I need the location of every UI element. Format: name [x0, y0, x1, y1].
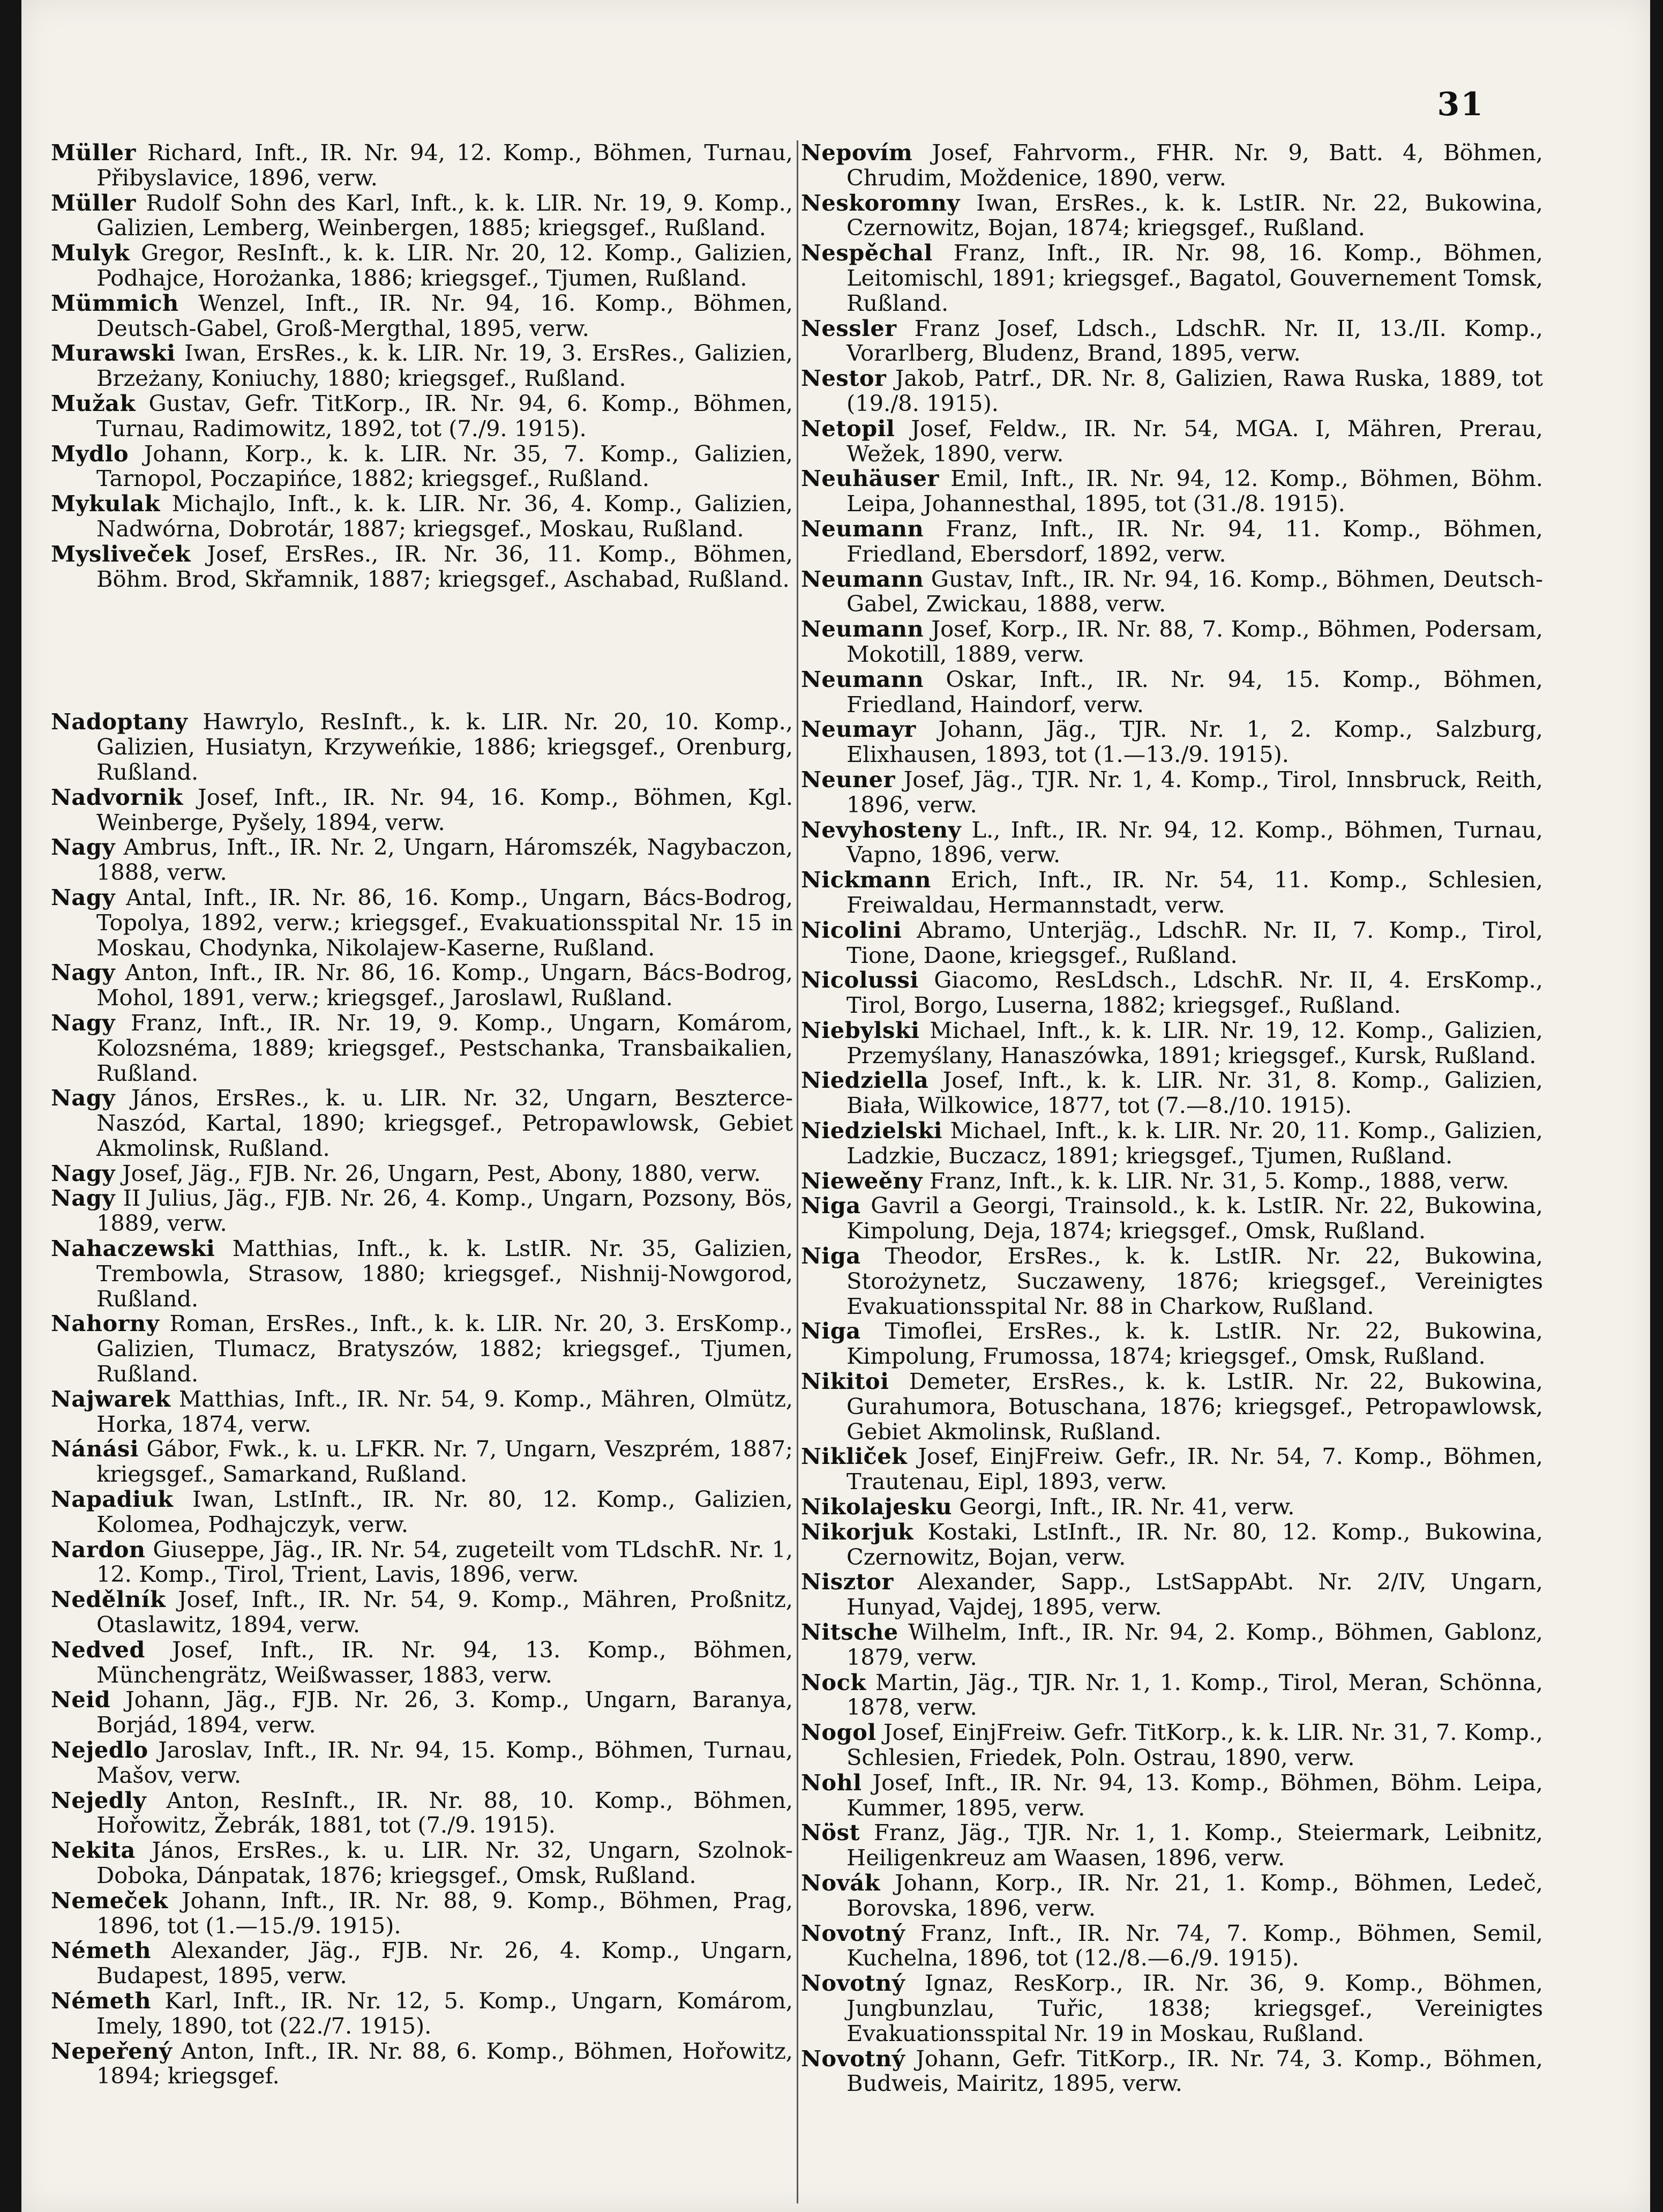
entry-details: Michael, Inft., k. k. LIR. Nr. 19, 12. Komp., Galizien, Przemyślany, Hanaszówka, 1891; kriegsgef., Kursk, Rußland. [847, 1017, 1543, 1068]
entry-details: Richard, Inft., IR. Nr. 94, 12. Komp., Böhmen, Turnau, Přibyslavice, 1896, verw. [96, 139, 793, 191]
entry-name: Novotný [801, 1970, 905, 1997]
list-entry [801, 1369, 1543, 1444]
entry-name: Nikolajesku [801, 1493, 952, 1520]
list-entry [51, 491, 793, 542]
entry-details: Georgi, Inft., IR. Nr. 41, verw. [952, 1493, 1295, 1520]
entry-details: Franz, Inft., IR. Nr. 19, 9. Komp., Ungarn, Komárom, Kolozsnéma, 1889; kriegsgef., Pestschanka, Transbaikalien, Rußland. [96, 1009, 793, 1086]
entry-name: Nagy [51, 1085, 115, 1111]
entry-name: Niga [801, 1318, 861, 1344]
list-entry [801, 466, 1543, 517]
list-entry [51, 191, 793, 241]
list-entry [801, 2046, 1543, 2097]
entry-details: Josef, ErsRes., IR. Nr. 36, 11. Komp., Böhmen, Böhm. Brod, Skřamnik, 1887; kriegsgef., Aschabad, Rußland. [96, 540, 793, 592]
list-entry [51, 1537, 793, 1588]
list-entry [801, 667, 1543, 718]
list-entry [51, 709, 793, 784]
entry-name: Mümmich [51, 289, 179, 316]
entry-details: L., Inft., IR. Nr. 94, 12. Komp., Böhmen, Turnau, Vapno, 1896, verw. [847, 816, 1543, 868]
list-entry [51, 1788, 793, 1839]
entry-name: Neuhäuser [801, 465, 939, 492]
list-entry [51, 1186, 793, 1236]
list-entry [801, 1871, 1543, 1921]
entry-details: János, ErsRes., k. u. LIR. Nr. 32, Ungarn, Szolnok-Doboka, Dánpatak, 1876; kriegsgef., Omsk, Rußland. [96, 1837, 793, 1888]
list-entry [801, 767, 1543, 818]
entry-name: Niga [801, 1192, 861, 1219]
list-entry [51, 442, 793, 492]
list-entry [801, 918, 1543, 968]
entry-name: Nagy [51, 959, 115, 986]
list-entry [801, 1921, 1543, 1971]
entry-name: Nogol [801, 1719, 877, 1746]
entry-name: Neid [51, 1686, 111, 1713]
list-entry [51, 291, 793, 341]
entry-name: Murawski [51, 340, 176, 367]
list-entry [51, 341, 793, 391]
list-entry [51, 1236, 793, 1311]
entry-details: Franz Josef, Ldsch., LdschR. Nr. II, 13./II. Komp., Vorarlberg, Bludenz, Brand, 1895, verw. [847, 315, 1543, 367]
entry-details: Josef, Fahrvorm., FHR. Nr. 9, Batt. 4, Böhmen, Chrudim, Moždenice, 1890, verw. [847, 139, 1543, 191]
entry-name: Németh [51, 1987, 151, 2014]
list-entry [801, 1068, 1543, 1118]
entry-details: Michajlo, Inft., k. k. LIR. Nr. 36, 4. Komp., Galizien, Nadwórna, Dobrotár, 1887; kriegsgef., Moskau, Rußland. [96, 490, 793, 542]
entry-details: Johann, Gefr. TitKorp., IR. Nr. 74, 3. Komp., Böhmen, Budweis, Mairitz, 1895, verw. [847, 2045, 1543, 2097]
entry-name: Neskoromny [801, 189, 960, 216]
list-entry [801, 1620, 1543, 1670]
entry-name: Niedzielski [801, 1117, 943, 1144]
entry-name: Nikitoi [801, 1368, 889, 1395]
entry-name: Nock [801, 1669, 866, 1695]
entry-name: Nepeřený [51, 2037, 173, 2064]
list-entry [801, 868, 1543, 918]
entry-details: Antal, Inft., IR. Nr. 86, 16. Komp., Ungarn, Bács-Bodrog, Topolya, 1892, verw.; kriegsgef., Evakuationsspital Nr. 15 in Moskau, Chodynka, Nikolajew-Kaserne, Rußland. [96, 884, 793, 961]
entry-details: Alexander, Sapp., LstSappAbt. Nr. 2/IV, Ungarn, Hunyad, Vajdej, 1895, verw. [847, 1568, 1543, 1620]
entry-details: Gábor, Fwk., k. u. LFKR. Nr. 7, Ungarn, Veszprém, 1887; kriegsgef., Samarkand, Rußland. [96, 1436, 793, 1488]
list-entry [51, 1687, 793, 1738]
entry-details: Josef, Jäg., FJB. Nr. 26, Ungarn, Pest, Abony, 1880, verw. [115, 1160, 761, 1186]
list-entry [51, 241, 793, 291]
entry-name: Nahaczewski [51, 1235, 215, 1262]
entry-details: Josef, Inft., IR. Nr. 94, 13. Komp., Böhmen, Münchengrätz, Weißwasser, 1883, verw. [96, 1636, 793, 1688]
entry-details: Josef, Inft., IR. Nr. 54, 9. Komp., Mähren, Proßnitz, Otaslawitz, 1894, verw. [96, 1586, 793, 1638]
entry-name: Nekita [51, 1837, 136, 1864]
list-entry [801, 1570, 1543, 1620]
page-number: 31 [1437, 86, 1484, 123]
entry-details: Jaroslav, Inft., IR. Nr. 94, 15. Komp., Böhmen, Turnau, Mašov, verw. [96, 1737, 793, 1788]
entry-name: Nagy [51, 834, 115, 861]
entry-details: Franz, Inft., IR. Nr. 74, 7. Komp., Böhmen, Semil, Kuchelna, 1896, tot (12./8.—6./9. 1915). [847, 1919, 1543, 1971]
list-entry [801, 1720, 1543, 1770]
entry-details: Oskar, Inft., IR. Nr. 94, 15. Komp., Böhmen, Friedland, Haindorf, verw. [847, 666, 1543, 718]
entry-details: Matthias, Inft., k. k. LstIR. Nr. 35, Galizien, Trembowla, Strasow, 1880; kriegsgef., Nishnij-Nowgorod, Rußland. [96, 1235, 793, 1312]
entry-name: Niebylski [801, 1017, 920, 1043]
entry-name: Müller [51, 139, 136, 166]
list-entry [51, 835, 793, 885]
list-entry [801, 1971, 1543, 2046]
list-entry [801, 1444, 1543, 1494]
list-entry [51, 391, 793, 442]
list-entry [801, 1770, 1543, 1821]
section-gap [51, 592, 793, 709]
entry-details: Gustav, Inft., IR. Nr. 94, 16. Komp., Böhmen, Deutsch-Gabel, Zwickau, 1888, verw. [847, 565, 1543, 617]
list-entry [801, 140, 1543, 191]
entry-details: Timoflei, ErsRes., k. k. LstIR. Nr. 22, Bukowina, Kimpolung, Frumossa, 1874; kriegsgef., Omsk, Rußland. [847, 1318, 1543, 1370]
column-divider [797, 140, 798, 2203]
entry-details: Johann, Korp., IR. Nr. 21, 1. Komp., Böhmen, Ledeč, Borovska, 1896, verw. [847, 1869, 1543, 1921]
entry-name: Nejedly [51, 1787, 147, 1813]
entry-details: Martin, Jäg., TJR. Nr. 1, 1. Komp., Tirol, Meran, Schönna, 1878, verw. [847, 1669, 1543, 1721]
entry-name: Nadoptany [51, 708, 188, 735]
list-entry [801, 517, 1543, 567]
entry-name: Mulyk [51, 240, 130, 266]
list-entry [51, 885, 793, 960]
entry-details: Emil, Inft., IR. Nr. 94, 12. Komp., Böhmen, Böhm. Leipa, Johannesthal, 1895, tot (31./8. 1915). [847, 465, 1543, 517]
list-entry [801, 818, 1543, 868]
list-entry [801, 1520, 1543, 1570]
list-entry [801, 1670, 1543, 1721]
entry-details: Gustav, Gefr. TitKorp., IR. Nr. 94, 6. Komp., Böhmen, Turnau, Radimowitz, 1892, tot (7./9. 1915). [96, 390, 793, 442]
right-column [801, 140, 1543, 2096]
entry-name: Netopil [801, 415, 895, 442]
list-entry [51, 542, 793, 592]
entry-details: Theodor, ErsRes., k. k. LstIR. Nr. 22, Bukowina, Storożynetz, Suczaweny, 1876; kriegsgef., Vereinigtes Evakuationsspital Nr. 88 in Charkow, Rußland. [847, 1243, 1543, 1319]
left-column [51, 140, 793, 2089]
entry-details: Josef, Inft., k. k. LIR. Nr. 31, 8. Komp., Galizien, Biała, Wilkowice, 1877, tot (7.—8./10. 1915). [847, 1067, 1543, 1119]
list-entry [51, 1989, 793, 2039]
document-page [21, 0, 1650, 2212]
entry-details: Josef, Feldw., IR. Nr. 54, MGA. I, Mähren, Prerau, Wežek, 1890, verw. [847, 415, 1543, 467]
entry-details: Wilhelm, Inft., IR. Nr. 94, 2. Komp., Böhmen, Gablonz, 1879, verw. [847, 1619, 1543, 1670]
entry-name: Nejedlo [51, 1737, 148, 1763]
entry-details: Kostaki, LstInft., IR. Nr. 80, 12. Komp., Bukowina, Czernowitz, Bojan, verw. [847, 1518, 1543, 1570]
list-entry [51, 1387, 793, 1437]
entry-name: Nestor [801, 365, 887, 392]
list-entry [51, 1638, 793, 1688]
entry-details: Anton, ResInft., IR. Nr. 88, 10. Komp., Böhmen, Hořowitz, Žebrák, 1881, tot (7./9. 1915). [96, 1787, 793, 1839]
entry-name: Niga [801, 1243, 861, 1269]
entry-name: Neumayr [801, 716, 916, 743]
list-entry [51, 1487, 793, 1537]
entry-name: Nagy [51, 1185, 115, 1212]
list-entry [801, 1494, 1543, 1520]
list-entry [51, 1437, 793, 1487]
list-entry [801, 1244, 1543, 1319]
entry-name: Nisztor [801, 1568, 894, 1595]
entry-name: Nessler [801, 315, 897, 341]
entry-details: Franz, Inft., IR. Nr. 98, 16. Komp., Böhmen, Leitomischl, 1891; kriegsgef., Bagatol, Gouvernement Tomsk, Rußland. [847, 240, 1543, 316]
entry-details: Franz, Inft., IR. Nr. 94, 11. Komp., Böhmen, Friedland, Ebersdorf, 1892, verw. [847, 515, 1543, 567]
entry-name: Novotný [801, 2045, 905, 2072]
entry-details: Johann, Jäg., FJB. Nr. 26, 3. Komp., Ungarn, Baranya, Borjád, 1894, verw. [96, 1686, 793, 1738]
entry-name: Mydlo [51, 440, 129, 467]
list-entry [51, 1838, 793, 1888]
entry-name: Nagy [51, 1160, 115, 1186]
list-entry [801, 968, 1543, 1018]
entry-name: Nicolini [801, 916, 902, 943]
entry-name: Najwarek [51, 1385, 171, 1412]
list-entry [51, 1888, 793, 1939]
list-entry [801, 1820, 1543, 1871]
entry-details: Gavril a Georgi, Trainsold., k. k. LstIR. Nr. 22, Bukowina, Kimpolung, Deja, 1874; kriegsgef., Omsk, Rußland. [847, 1192, 1543, 1244]
entry-details: Giacomo, ResLdsch., LdschR. Nr. II, 4. ErsKomp., Tirol, Borgo, Luserna, 1882; kriegsgef., Rußland. [847, 967, 1543, 1019]
list-entry [801, 567, 1543, 617]
entry-name: Nadvornik [51, 783, 183, 810]
entry-details: Rudolf Sohn des Karl, Inft., k. k. LIR. Nr. 19, 9. Komp., Galizien, Lemberg, Weinbergen, 1885; kriegsgef., Rußland. [96, 189, 793, 241]
entry-name: Nedved [51, 1636, 145, 1663]
entry-name: Niedziella [801, 1067, 929, 1094]
entry-details: Anton, Inft., IR. Nr. 86, 16. Komp., Ungarn, Bács-Bodrog, Mohol, 1891, verw.; kriegsgef., Jaroslawl, Rußland. [96, 959, 793, 1011]
list-entry [801, 1118, 1543, 1169]
list-entry [801, 617, 1543, 667]
entry-details: Josef, Inft., IR. Nr. 94, 16. Komp., Böhmen, Kgl. Weinberge, Pyšely, 1894, verw. [96, 783, 793, 835]
entry-details: Josef, Inft., IR. Nr. 94, 13. Komp., Böhmen, Böhm. Leipa, Kummer, 1895, verw. [847, 1769, 1543, 1821]
entry-name: Németh [51, 1937, 151, 1964]
entry-details: Erich, Inft., IR. Nr. 54, 11. Komp., Schlesien, Freiwaldau, Hermannstadt, verw. [847, 866, 1543, 918]
entry-details: Wenzel, Inft., IR. Nr. 94, 16. Komp., Böhmen, Deutsch-Gabel, Groß-Mergthal, 1895, verw. [96, 289, 793, 341]
entry-name: Nespěchal [801, 240, 933, 266]
list-entry [801, 1018, 1543, 1068]
list-entry [51, 1161, 793, 1186]
entry-name: Nickmann [801, 866, 931, 893]
entry-details: Josef, EinjFreiw. Gefr. TitKorp., k. k. LIR. Nr. 31, 7. Komp., Schlesien, Friedek, Poln. Ostrau, 1890, verw. [847, 1719, 1543, 1770]
entry-name: Nikliček [801, 1443, 908, 1470]
entry-name: Mužak [51, 390, 136, 416]
entry-name: Nikorjuk [801, 1518, 913, 1545]
entry-name: Nagy [51, 1009, 115, 1036]
list-entry [801, 366, 1543, 416]
list-entry [51, 140, 793, 191]
entry-details: Ambrus, Inft., IR. Nr. 2, Ungarn, Háromszék, Nagybaczon, 1888, verw. [96, 834, 793, 886]
entry-name: Nagy [51, 884, 115, 910]
entry-name: Nevyhosteny [801, 816, 962, 843]
entry-name: Nohl [801, 1769, 862, 1796]
entry-name: Novák [801, 1869, 880, 1896]
entry-details: Iwan, LstInft., IR. Nr. 80, 12. Komp., Galizien, Kolomea, Podhajczyk, verw. [96, 1486, 793, 1537]
entry-details: Giuseppe, Jäg., IR. Nr. 54, zugeteilt vom TLdschR. Nr. 1, 12. Komp., Tirol, Trient, Lavis, 1896, verw. [96, 1536, 793, 1588]
entry-details: Johann, Jäg., TJR. Nr. 1, 2. Komp., Salzburg, Elixhausen, 1893, tot (1.—13./9. 1915). [847, 716, 1543, 768]
entry-details: Josef, EinjFreiw. Gefr., IR. Nr. 54, 7. Komp., Böhmen, Trautenau, Eipl, 1893, verw. [847, 1443, 1543, 1495]
entry-details: Josef, Korp., IR. Nr. 88, 7. Komp., Böhmen, Podersam, Mokotill, 1889, verw. [847, 616, 1543, 667]
entry-details: Karl, Inft., IR. Nr. 12, 5. Komp., Ungarn, Komárom, Imely, 1890, tot (22./7. 1915). [96, 1987, 793, 2039]
list-entry [801, 1193, 1543, 1244]
entry-details: Iwan, ErsRes., k. k. LstIR. Nr. 22, Bukowina, Czernowitz, Bojan, 1874; kriegsgef., Rußland. [847, 189, 1543, 241]
entry-details: Hawrylo, ResInft., k. k. LIR. Nr. 20, 10. Komp., Galizien, Husiatyn, Krzyweńkie, 1886; kriegsgef., Orenburg, Rußland. [96, 708, 793, 785]
list-entry [51, 1011, 793, 1086]
entry-details: Franz, Inft., k. k. LIR. Nr. 31, 5. Komp., 1888, verw. [922, 1167, 1509, 1194]
entry-details: János, ErsRes., k. u. LIR. Nr. 32, Ungarn, Beszterce-Naszód, Kartal, 1890; kriegsgef., Petropawlowsk, Gebiet Akmolinsk, Rußland. [96, 1085, 793, 1161]
entry-details: Michael, Inft., k. k. LIR. Nr. 20, 11. Komp., Galizien, Ladzkie, Buczacz, 1891; kriegsgef., Tjumen, Rußland. [847, 1117, 1543, 1169]
entry-name: Nemeček [51, 1887, 168, 1914]
entry-name: Novotný [801, 1919, 905, 1946]
list-entry [51, 1311, 793, 1386]
list-entry [51, 2039, 793, 2089]
entry-name: Müller [51, 189, 136, 216]
entry-name: Nepovím [801, 139, 913, 166]
entry-details: Johann, Inft., IR. Nr. 88, 9. Komp., Böhmen, Prag, 1896, tot (1.—15./9. 1915). [96, 1887, 793, 1939]
entry-details: Demeter, ErsRes., k. k. LstIR. Nr. 22, Bukowina, Gurahumora, Botuschana, 1876; kriegsgef., Petropawlowsk, Gebiet Akmolinsk, Rußland. [847, 1368, 1543, 1445]
entry-name: Nitsche [801, 1619, 898, 1646]
entry-details: Anton, Inft., IR. Nr. 88, 6. Komp., Böhmen, Hořowitz, 1894; kriegsgef. [96, 2037, 793, 2089]
entry-name: Napadiuk [51, 1486, 174, 1513]
entry-details: Abramo, Unterjäg., LdschR. Nr. II, 7. Komp., Tirol, Tione, Daone, kriegsgef., Rußland. [847, 916, 1543, 968]
entry-details: Roman, ErsRes., Inft., k. k. LIR. Nr. 20, 3. ErsKomp., Galizien, Tlumacz, Bratyszów, 1882; kriegsgef., Tjumen, Rußland. [96, 1310, 793, 1387]
list-entry [801, 416, 1543, 467]
entry-name: Nánási [51, 1436, 139, 1462]
entry-name: Neuner [801, 766, 895, 793]
list-entry [801, 1319, 1543, 1369]
list-entry [51, 785, 793, 835]
entry-details: Johann, Korp., k. k. LIR. Nr. 35, 7. Komp., Galizien, Tarnopol, Poczapińce, 1882; kriegsgef., Rußland. [96, 440, 793, 492]
entry-name: Neumann [801, 616, 924, 642]
list-entry [801, 316, 1543, 367]
list-entry [51, 960, 793, 1011]
entry-name: Nahorny [51, 1310, 160, 1337]
entry-details: Josef, Jäg., TJR. Nr. 1, 4. Komp., Tirol, Innsbruck, Reith, 1896, verw. [847, 766, 1543, 818]
entry-name: Neumann [801, 565, 924, 592]
list-entry [51, 1587, 793, 1638]
entry-details: Iwan, ErsRes., k. k. LIR. Nr. 19, 3. ErsRes., Galizien, Brzeżany, Koniuchy, 1880; kriegsgef., Rußland. [96, 340, 793, 392]
list-entry [51, 1086, 793, 1161]
list-entry [801, 1169, 1543, 1194]
entry-details: Alexander, Jäg., FJB. Nr. 26, 4. Komp., Ungarn, Budapest, 1895, verw. [96, 1937, 793, 1989]
entry-name: Nieweěny [801, 1167, 923, 1194]
entry-name: Neumann [801, 515, 924, 542]
entry-name: Nicolussi [801, 967, 919, 993]
entry-name: Nardon [51, 1536, 146, 1563]
entry-details: II Julius, Jäg., FJB. Nr. 26, 4. Komp., Ungarn, Pozsony, Bös, 1889, verw. [96, 1185, 793, 1237]
list-entry [801, 241, 1543, 316]
entry-name: Nöst [801, 1819, 860, 1846]
entry-details: Gregor, ResInft., k. k. LIR. Nr. 20, 12. Komp., Galizien, Podhajce, Horożanka, 1886; kriegsgef., Tjumen, Rußland. [96, 240, 793, 291]
list-entry [51, 1738, 793, 1788]
list-entry [801, 191, 1543, 241]
entry-details: Matthias, Inft., IR. Nr. 54, 9. Komp., Mähren, Olmütz, Horka, 1874, verw. [96, 1385, 793, 1437]
list-entry [801, 717, 1543, 767]
entry-details: Jakob, Patrf., DR. Nr. 8, Galizien, Rawa Ruska, 1889, tot (19./8. 1915). [847, 365, 1543, 416]
entry-name: Mykulak [51, 490, 160, 517]
list-entry [51, 1938, 793, 1989]
entry-name: Mysliveček [51, 540, 191, 567]
entry-name: Nedělník [51, 1586, 166, 1613]
entry-name: Neumann [801, 666, 924, 692]
entry-details: Franz, Jäg., TJR. Nr. 1, 1. Komp., Steiermark, Leibnitz, Heiligenkreuz am Waasen, 1896, verw. [847, 1819, 1543, 1871]
entry-details: Ignaz, ResKorp., IR. Nr. 36, 9. Komp., Böhmen, Jungbunzlau, Tuřic, 1838; kriegsgef., Vereinigtes Evakuationsspital Nr. 19 in Moskau, Rußland. [847, 1970, 1543, 2046]
